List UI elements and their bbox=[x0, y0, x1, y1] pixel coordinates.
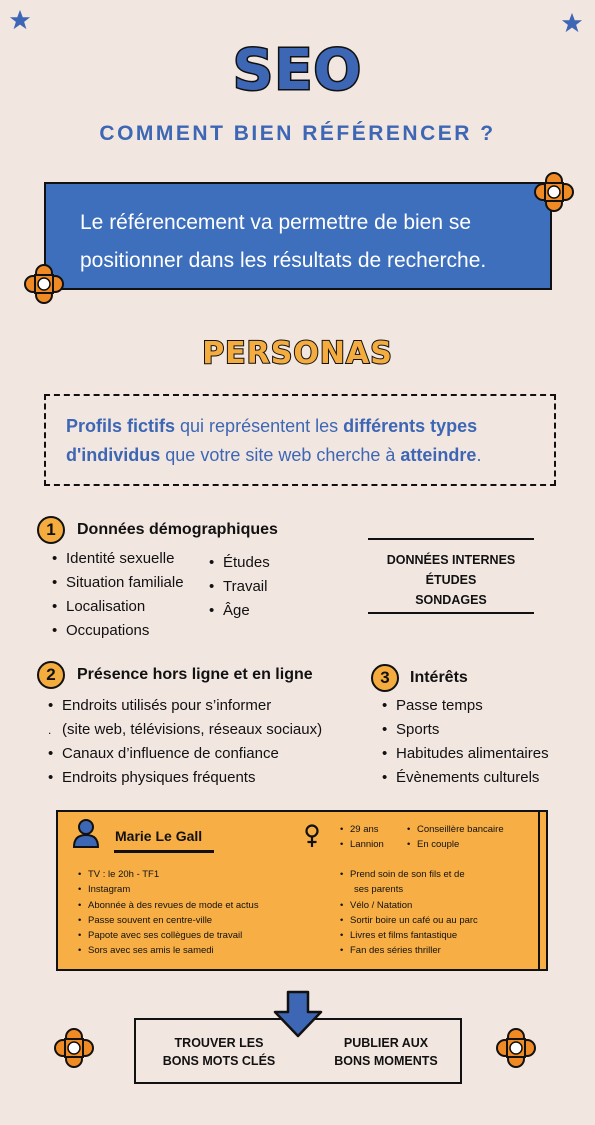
habit-item: • Instagram bbox=[78, 882, 259, 897]
section-title: Intérêts bbox=[410, 669, 468, 686]
interest-item: • Fan des séries thriller bbox=[340, 943, 478, 958]
presence-list bbox=[48, 694, 322, 790]
list-item: • Habitudes alimentaires bbox=[382, 742, 549, 766]
list-item: • Travail bbox=[209, 575, 270, 599]
personas-definition bbox=[44, 394, 556, 486]
list-item: • Passe temps bbox=[382, 694, 549, 718]
persona-card bbox=[56, 810, 548, 971]
demographics-list-2 bbox=[209, 551, 270, 623]
source-item: SONDAGES bbox=[415, 593, 487, 607]
fact-item: • Lannion bbox=[340, 837, 384, 852]
intro-line: positionner dans les résultats de recherche. bbox=[80, 249, 487, 272]
flower-icon bbox=[54, 1028, 94, 1068]
list-item: • Âge bbox=[209, 599, 270, 623]
def-text: . bbox=[476, 445, 482, 465]
habit-item: • Passe souvent en centre-ville bbox=[78, 913, 259, 928]
label-line: TROUVER LES bbox=[174, 1036, 264, 1050]
interest-item: • Prend soin de son fils et de bbox=[340, 867, 478, 882]
list-item: • Endroits utilisés pour s’informer bbox=[48, 694, 322, 718]
def-text: qui représentent les bbox=[175, 416, 344, 436]
interest-item: ses parents bbox=[354, 884, 404, 896]
demographics-list-1 bbox=[52, 547, 184, 643]
flower-icon bbox=[534, 172, 574, 212]
persona-interests bbox=[340, 867, 478, 959]
data-sources bbox=[368, 538, 534, 614]
def-bold: d'individus bbox=[66, 445, 161, 465]
persona-facts-2 bbox=[407, 822, 504, 853]
page-subtitle: COMMENT BIEN RÉFÉRENCER ? bbox=[99, 122, 496, 145]
find-keywords-label bbox=[144, 1034, 294, 1070]
def-bold: Profils fictifs bbox=[66, 416, 176, 436]
persona-name: Marie Le Gall bbox=[115, 828, 203, 844]
list-item: • Occupations bbox=[52, 619, 184, 643]
persona-habits bbox=[78, 867, 259, 959]
section-number: 3 bbox=[371, 664, 399, 692]
list-item: • Situation familiale bbox=[52, 571, 184, 595]
fact-item: • En couple bbox=[407, 837, 504, 852]
user-icon bbox=[71, 818, 101, 848]
flower-icon bbox=[24, 264, 64, 304]
publish-moments-label bbox=[311, 1034, 461, 1070]
habit-item: • Papote avec ses collègues de travail bbox=[78, 928, 259, 943]
list-item: • Canaux d’influence de confiance bbox=[48, 742, 322, 766]
source-item: ÉTUDES bbox=[425, 573, 477, 587]
intro-box bbox=[44, 182, 552, 290]
card-side-bar bbox=[538, 812, 540, 969]
list-item: . (site web, télévisions, réseaux sociaux) bbox=[48, 718, 322, 742]
page-title: SEO bbox=[232, 38, 363, 103]
list-item: • Identité sexuelle bbox=[52, 547, 184, 571]
habit-item: • Sors avec ses amis le samedi bbox=[78, 943, 259, 958]
interest-item: • Livres et films fantastique bbox=[340, 928, 478, 943]
list-item: • Évènements culturels bbox=[382, 766, 549, 790]
source-item: DONNÉES INTERNES bbox=[386, 553, 516, 567]
section-title: Données démographiques bbox=[77, 521, 278, 538]
personas-title: PERSONAS bbox=[202, 336, 393, 371]
female-icon bbox=[304, 824, 320, 848]
def-bold: différents types bbox=[343, 416, 478, 436]
label-line: PUBLIER AUX bbox=[343, 1036, 429, 1050]
list-item: • Localisation bbox=[52, 595, 184, 619]
arrow-down-icon bbox=[272, 990, 324, 1038]
flower-icon bbox=[496, 1028, 536, 1068]
section-number: 1 bbox=[37, 516, 65, 544]
list-item: • Sports bbox=[382, 718, 549, 742]
fact-item: • Conseillère bancaire bbox=[407, 822, 504, 837]
persona-facts-1 bbox=[340, 822, 384, 853]
star-icon bbox=[561, 12, 583, 34]
def-bold: atteindre bbox=[400, 445, 477, 465]
interest-item: • Vélo / Natation bbox=[340, 898, 478, 913]
list-item: • Études bbox=[209, 551, 270, 575]
interests-list bbox=[382, 694, 549, 790]
interest-item: • Sortir boire un café ou au parc bbox=[340, 913, 478, 928]
label-line: BONS MOMENTS bbox=[334, 1054, 438, 1068]
def-text: que votre site web cherche à bbox=[160, 445, 401, 465]
list-item: • Endroits physiques fréquents bbox=[48, 766, 322, 790]
section-title: Présence hors ligne et en ligne bbox=[77, 666, 313, 683]
fact-item: • 29 ans bbox=[340, 822, 384, 837]
intro-line: Le référencement va permettre de bien se bbox=[80, 211, 472, 234]
label-line: BONS MOTS CLÉS bbox=[162, 1054, 276, 1068]
name-underline bbox=[114, 850, 214, 853]
habit-item: • TV : le 20h - TF1 bbox=[78, 867, 259, 882]
habit-item: • Abonnée à des revues de mode et actus bbox=[78, 898, 259, 913]
star-icon bbox=[9, 9, 31, 31]
section-number: 2 bbox=[37, 661, 65, 689]
